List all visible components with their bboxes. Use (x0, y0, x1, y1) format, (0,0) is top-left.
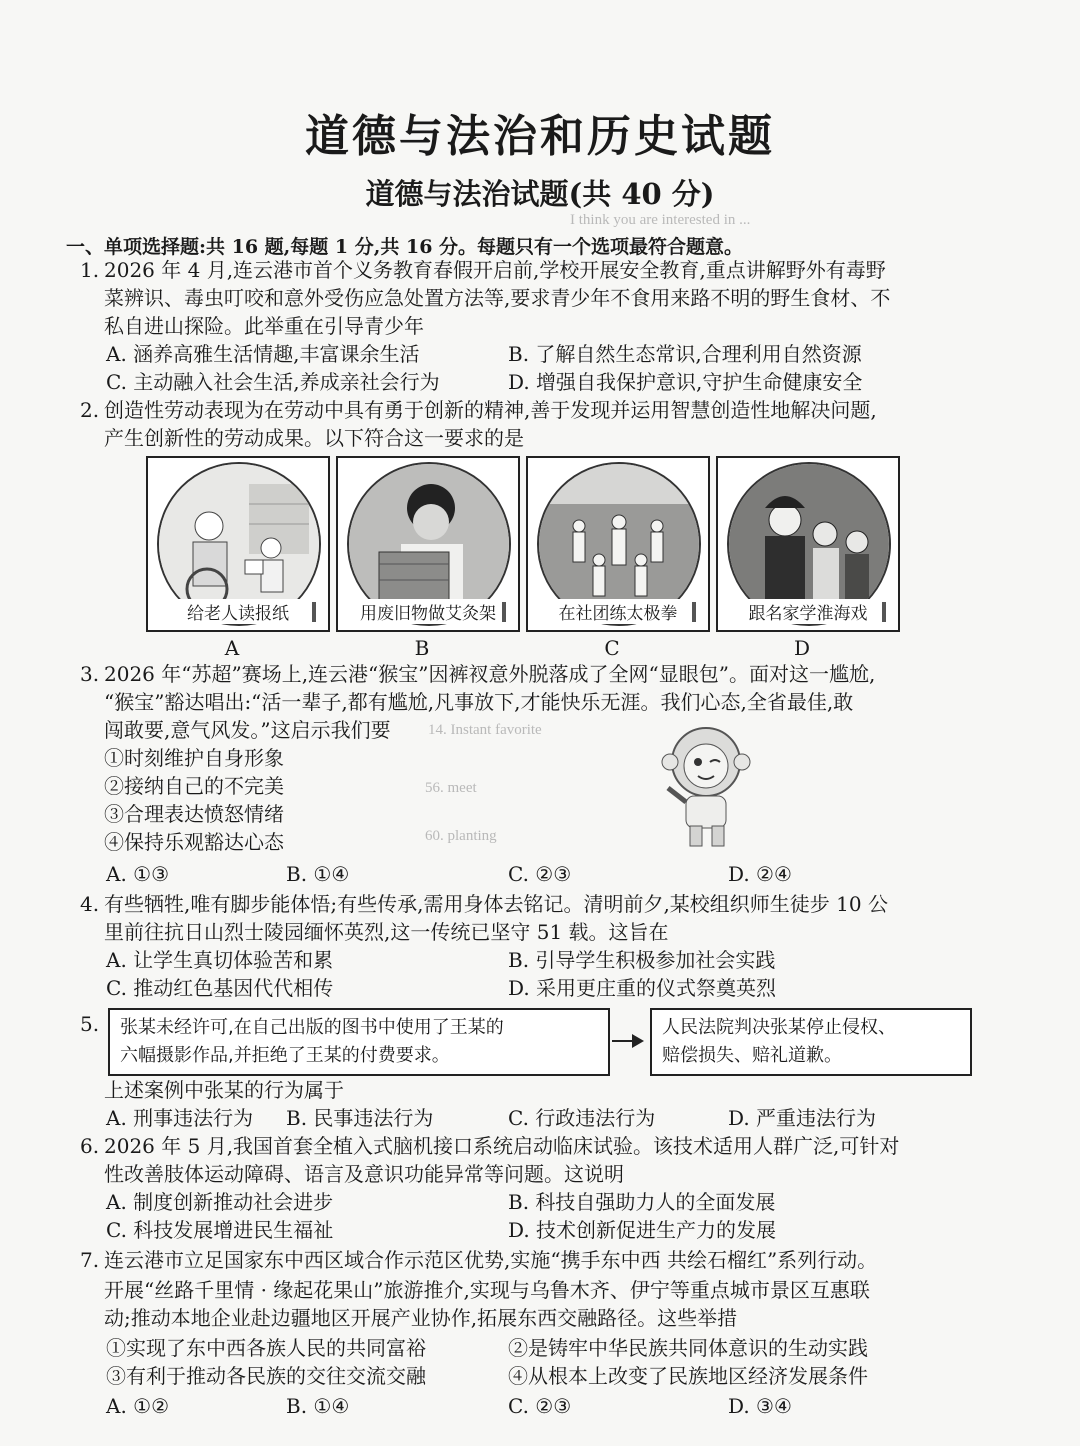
caption-marker (502, 602, 506, 622)
q2-letter-b: B (414, 636, 430, 660)
q2-caption: 给老人读报纸 (148, 599, 328, 624)
q7-option-b: B. ①④ (286, 1394, 350, 1418)
q5-number: 5. (80, 1012, 100, 1036)
bleed-through-text: 56. meet (425, 780, 477, 796)
q4-stem-line: 里前往抗日山烈士陵园缅怀英烈,这一传统已坚守 51 载。这旨在 (104, 920, 669, 944)
q3-stem-line: 2026 年“苏超”赛场上,连云港“猴宝”因裤衩意外脱落成了全网“显眼包”。面对这一尴尬, (104, 662, 876, 686)
q3-item: ②接纳自己的不完美 (104, 774, 284, 798)
q2-picture-d (716, 456, 900, 632)
q3-number: 3. (80, 662, 100, 686)
q7-stem-line: 开展“丝路千里情 · 缘起花果山”旅游推介,实现与乌鲁木齐、伊宁等重点城市景区互惠联 (104, 1278, 870, 1302)
q5-stem: 上述案例中张某的行为属于 (104, 1078, 344, 1102)
q7-number: 7. (80, 1248, 100, 1272)
monkey-mascot-illustration (640, 722, 770, 852)
q3-item: ①时刻维护自身形象 (104, 746, 284, 770)
q6-number: 6. (80, 1134, 100, 1158)
q4-option-a: A. 让学生真切体验苦和累 (106, 948, 334, 972)
q7-item: ①实现了东中西各族人民的共同富裕 (106, 1336, 426, 1360)
q3-option-c: C. ②③ (508, 862, 572, 886)
q7-option-c: C. ②③ (508, 1394, 572, 1418)
q5-case-line: 六幅摄影作品,并拒绝了王某的付费要求。 (120, 1045, 450, 1066)
q2-caption: 用废旧物做艾灸架 (338, 599, 518, 624)
section-heading: 一、单项选择题:共 16 题,每题 1 分,共 16 分。每题只有一个选项最符合题意。 (66, 236, 744, 258)
q6-option-a: A. 制度创新推动社会进步 (106, 1190, 334, 1214)
caption-marker (882, 602, 886, 622)
q2-picture-a (146, 456, 330, 632)
q1-option-b: B. 了解自然生态常识,合理利用自然资源 (508, 342, 862, 366)
q7-item: ③有利于推动各民族的交往交流交融 (106, 1364, 426, 1388)
q3-option-a: A. ①③ (106, 862, 170, 886)
q7-option-d: D. ③④ (728, 1394, 792, 1418)
q5-verdict-line: 人民法院判决张某停止侵权、 (662, 1017, 896, 1038)
q3-item: ④保持乐观豁达心态 (104, 830, 284, 854)
q2-stem-line: 创造性劳动表现为在劳动中具有勇于创新的精神,善于发现并运用智慧创造性地解决问题, (104, 398, 877, 422)
q6-stem-line: 性改善肢体运动障碍、语言及意识功能异常等问题。这说明 (104, 1162, 624, 1186)
q1-number: 1. (80, 258, 100, 282)
q6-option-d: D. 技术创新促进生产力的发展 (508, 1218, 777, 1242)
q1-option-c: C. 主动融入社会生活,养成亲社会行为 (106, 370, 440, 394)
q1-option-a: A. 涵养高雅生活情趣,丰富课余生活 (106, 342, 420, 366)
q2-number: 2. (80, 398, 100, 422)
q2-picture-b (336, 456, 520, 632)
q2-letter-c: C (604, 636, 620, 660)
q5-option-d: D. 严重违法行为 (728, 1106, 877, 1130)
caption-marker (692, 602, 696, 622)
q3-option-d: D. ②④ (728, 862, 792, 886)
q7-item: ②是铸牢中华民族共同体意识的生动实践 (508, 1336, 868, 1360)
caption-marker (312, 602, 316, 622)
q5-option-c: C. 行政违法行为 (508, 1106, 656, 1130)
q4-number: 4. (80, 892, 100, 916)
q7-option-a: A. ①② (106, 1394, 170, 1418)
q3-option-b: B. ①④ (286, 862, 350, 886)
q2-picture-c (526, 456, 710, 632)
q2-letter-a: A (224, 636, 240, 660)
q2-caption: 在社团练太极拳 (528, 599, 708, 624)
q6-option-b: B. 科技自强助力人的全面发展 (508, 1190, 776, 1214)
q7-stem-line: 连云港市立足国家东中西区域合作示范区优势,实施“携手东中西 共绘石榴红”系列行动。 (104, 1248, 878, 1272)
arrow-head-icon (632, 1034, 644, 1048)
q3-item: ③合理表达愤怒情绪 (104, 802, 284, 826)
q2-caption: 跟名家学淮海戏 (718, 599, 898, 624)
q7-stem-line: 动;推动本地企业赴边疆地区开展产业协作,拓展东西交融路径。这些举措 (104, 1306, 738, 1330)
q1-stem-line: 2026 年 4 月,连云港市首个义务教育春假开启前,学校开展安全教育,重点讲解野外有毒野 (104, 258, 886, 282)
q4-option-b: B. 引导学生积极参加社会实践 (508, 948, 776, 972)
page-title: 道德与法治和历史试题 (305, 111, 775, 162)
q1-stem-line: 私自进山探险。此举重在引导青少年 (104, 314, 424, 338)
q4-option-c: C. 推动红色基因代代相传 (106, 976, 334, 1000)
bleed-through-text: 60. planting (425, 828, 497, 844)
q6-stem-line: 2026 年 5 月,我国首套全植入式脑机接口系统启动临床试验。该技术适用人群广泛,可针对 (104, 1134, 900, 1158)
q4-stem-line: 有些牺牲,唯有脚步能体悟;有些传承,需用身体去铭记。清明前夕,某校组织师生徒步 10 公 (104, 892, 888, 916)
q3-stem-line: “猴宝”豁达唱出:“活一辈子,都有尴尬,凡事放下,才能快乐无涯。我们心态,全省最佳,敢 (104, 690, 854, 714)
q7-item: ④从根本上改变了民族地区经济发展条件 (508, 1364, 868, 1388)
q6-option-c: C. 科技发展增进民生福祉 (106, 1218, 334, 1242)
q5-case-line: 张某未经许可,在自己出版的图书中使用了王某的 (120, 1017, 504, 1038)
q4-option-d: D. 采用更庄重的仪式祭奠英烈 (508, 976, 777, 1000)
q5-verdict-line: 赔偿损失、赔礼道歉。 (662, 1045, 842, 1066)
q2-stem-line: 产生创新性的劳动成果。以下符合这一要求的是 (104, 426, 524, 450)
q5-verdict-box (650, 1008, 972, 1076)
q1-option-d: D. 增强自我保护意识,守护生命健康安全 (508, 370, 863, 394)
q5-option-a: A. 刑事违法行为 (106, 1106, 254, 1130)
page-subtitle: 道德与法治试题(共 40 分) (365, 177, 715, 211)
bleed-through-text: 14. Instant favorite (428, 722, 542, 738)
q5-option-b: B. 民事违法行为 (286, 1106, 434, 1130)
q5-case-box (108, 1008, 610, 1076)
q3-stem-line: 闯敢要,意气风发。”这启示我们要 (104, 718, 391, 742)
q1-stem-line: 菜辨识、毒虫叮咬和意外受伤应急处置方法等,要求青少年不食用来路不明的野生食材、不 (104, 286, 891, 310)
bleed-through-text: I think you are interested in ... (570, 212, 751, 228)
q2-letter-d: D (793, 636, 811, 660)
